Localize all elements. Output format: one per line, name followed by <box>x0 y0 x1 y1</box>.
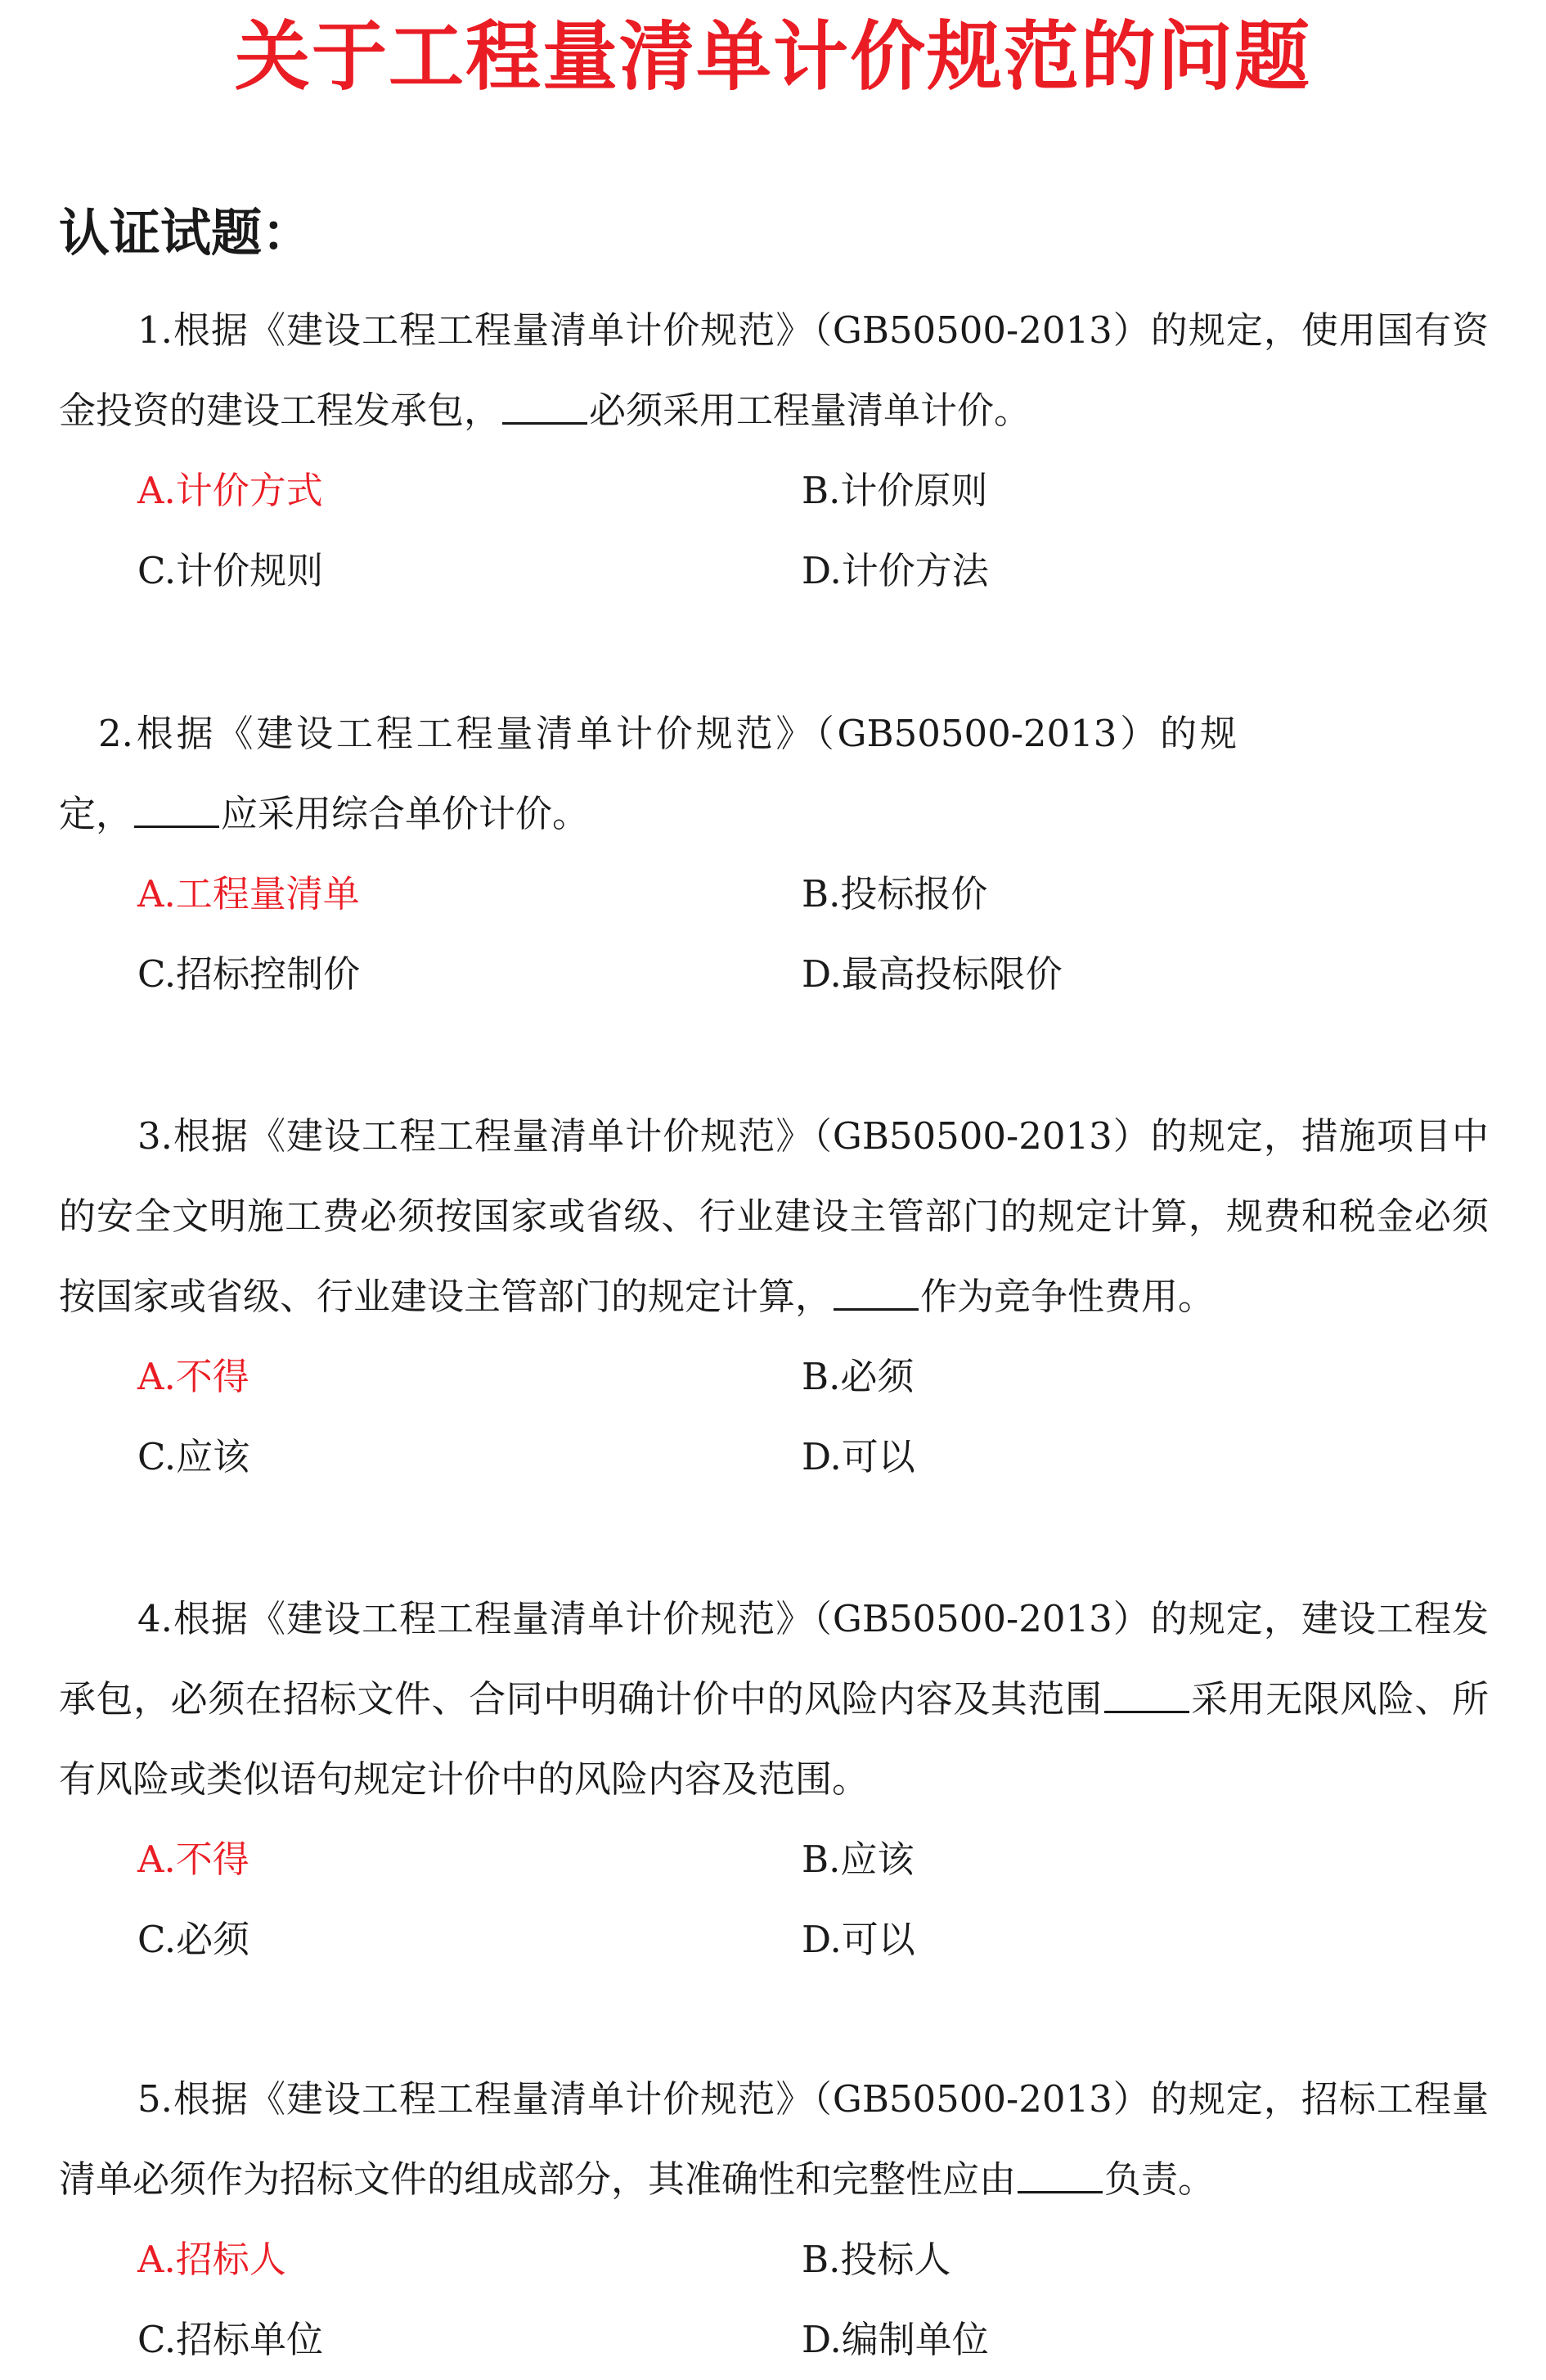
question-4-option-a: A.不得 <box>137 1838 249 1881</box>
question-4-stem-end: 采用无限风险、所有风险或类似语句规定计价中的风险内容及范围。 <box>59 1677 1489 1801</box>
question-3-stem-end: 作为竞争性费用。 <box>920 1275 1216 1318</box>
question-3-text <box>59 1096 1489 1337</box>
question-2-options <box>59 854 1489 1015</box>
question-4-text <box>59 1579 1489 1820</box>
question-2-option-a: A.工程量清单 <box>137 872 360 916</box>
question-1-stem: 1.根据《建设工程工程量清单计价规范》（GB50500-2013）的规定，使用国有资金投资的建设工程发承包， <box>59 308 1489 432</box>
question-4-options <box>59 1820 1489 1980</box>
question-5-option-b: B.投标人 <box>802 2238 951 2281</box>
question-1-stem-end: 必须采用工程量清单计价。 <box>589 389 1031 432</box>
question-4-option-c: C.必须 <box>137 1918 250 1961</box>
question-4-blank <box>1104 1674 1189 1713</box>
question-3-blank <box>834 1271 919 1311</box>
question-5-option-c: C.招标单位 <box>137 2318 324 2361</box>
question-5-option-a: A.招标人 <box>137 2238 286 2281</box>
question-2-option-c: C.招标控制价 <box>137 952 361 996</box>
question-2-stem-end: 应采用综合单价计价。 <box>221 792 590 835</box>
question-4-option-d: D.可以 <box>802 1918 915 1961</box>
question-5-stem: 5.根据《建设工程工程量清单计价规范》（GB50500-2013）的规定，招标工程量清单必须作为招标文件的组成部分，其准确性和完整性应由 <box>59 2077 1489 2201</box>
question-2-blank <box>134 789 219 828</box>
question-4-stem: 4.根据《建设工程工程量清单计价规范》（GB50500-2013）的规定，建设工程发承包，必须在招标文件、合同中明确计价中的风险内容及其范围 <box>59 1597 1489 1721</box>
question-2-option-b: B.投标报价 <box>802 872 988 916</box>
question-2-option-d: D.最高投标限价 <box>802 952 1063 996</box>
question-1-blank <box>502 385 587 425</box>
section-heading: 认证试题： <box>59 203 313 263</box>
question-2-text <box>59 694 1237 854</box>
question-1-option-d: D.计价方法 <box>802 549 989 592</box>
question-4-option-b: B.应该 <box>802 1838 915 1881</box>
question-1-option-c: C.计价规则 <box>137 549 324 592</box>
question-1-options <box>59 451 1489 611</box>
question-3-stem: 3.根据《建设工程工程量清单计价规范》（GB50500-2013）的规定，措施项目中的安全文明施工费必须按国家或省级、行业建设主管部门的规定计算，规费和税金必须按国家或省级、行业建设主管部门的规定计算， <box>59 1114 1489 1318</box>
question-5 <box>59 2059 1489 2380</box>
question-3-option-d: D.可以 <box>802 1435 915 1478</box>
question-5-text <box>59 2059 1489 2220</box>
question-2-stem: 2.根据《建设工程工程量清单计价规范》（GB50500-2013）的规定， <box>59 712 1237 835</box>
question-3-option-a: A.不得 <box>137 1355 249 1398</box>
question-2 <box>59 694 1489 1015</box>
question-3-option-c: C.应该 <box>137 1435 250 1478</box>
question-1-text <box>59 290 1489 451</box>
question-3-option-b: B.必须 <box>802 1355 915 1398</box>
question-1-option-b: B.计价原则 <box>802 469 988 512</box>
question-4 <box>59 1579 1489 1980</box>
question-5-options <box>59 2220 1489 2380</box>
question-5-stem-end: 负责。 <box>1104 2157 1216 2201</box>
question-5-blank <box>1018 2154 1103 2193</box>
question-1-option-a: A.计价方式 <box>137 469 323 512</box>
page-title: 关于工程量清单计价规范的问题 <box>234 13 1311 101</box>
question-3-options <box>59 1337 1489 1497</box>
question-3 <box>59 1096 1489 1497</box>
question-1 <box>59 290 1489 611</box>
question-5-option-d: D.编制单位 <box>802 2318 989 2361</box>
